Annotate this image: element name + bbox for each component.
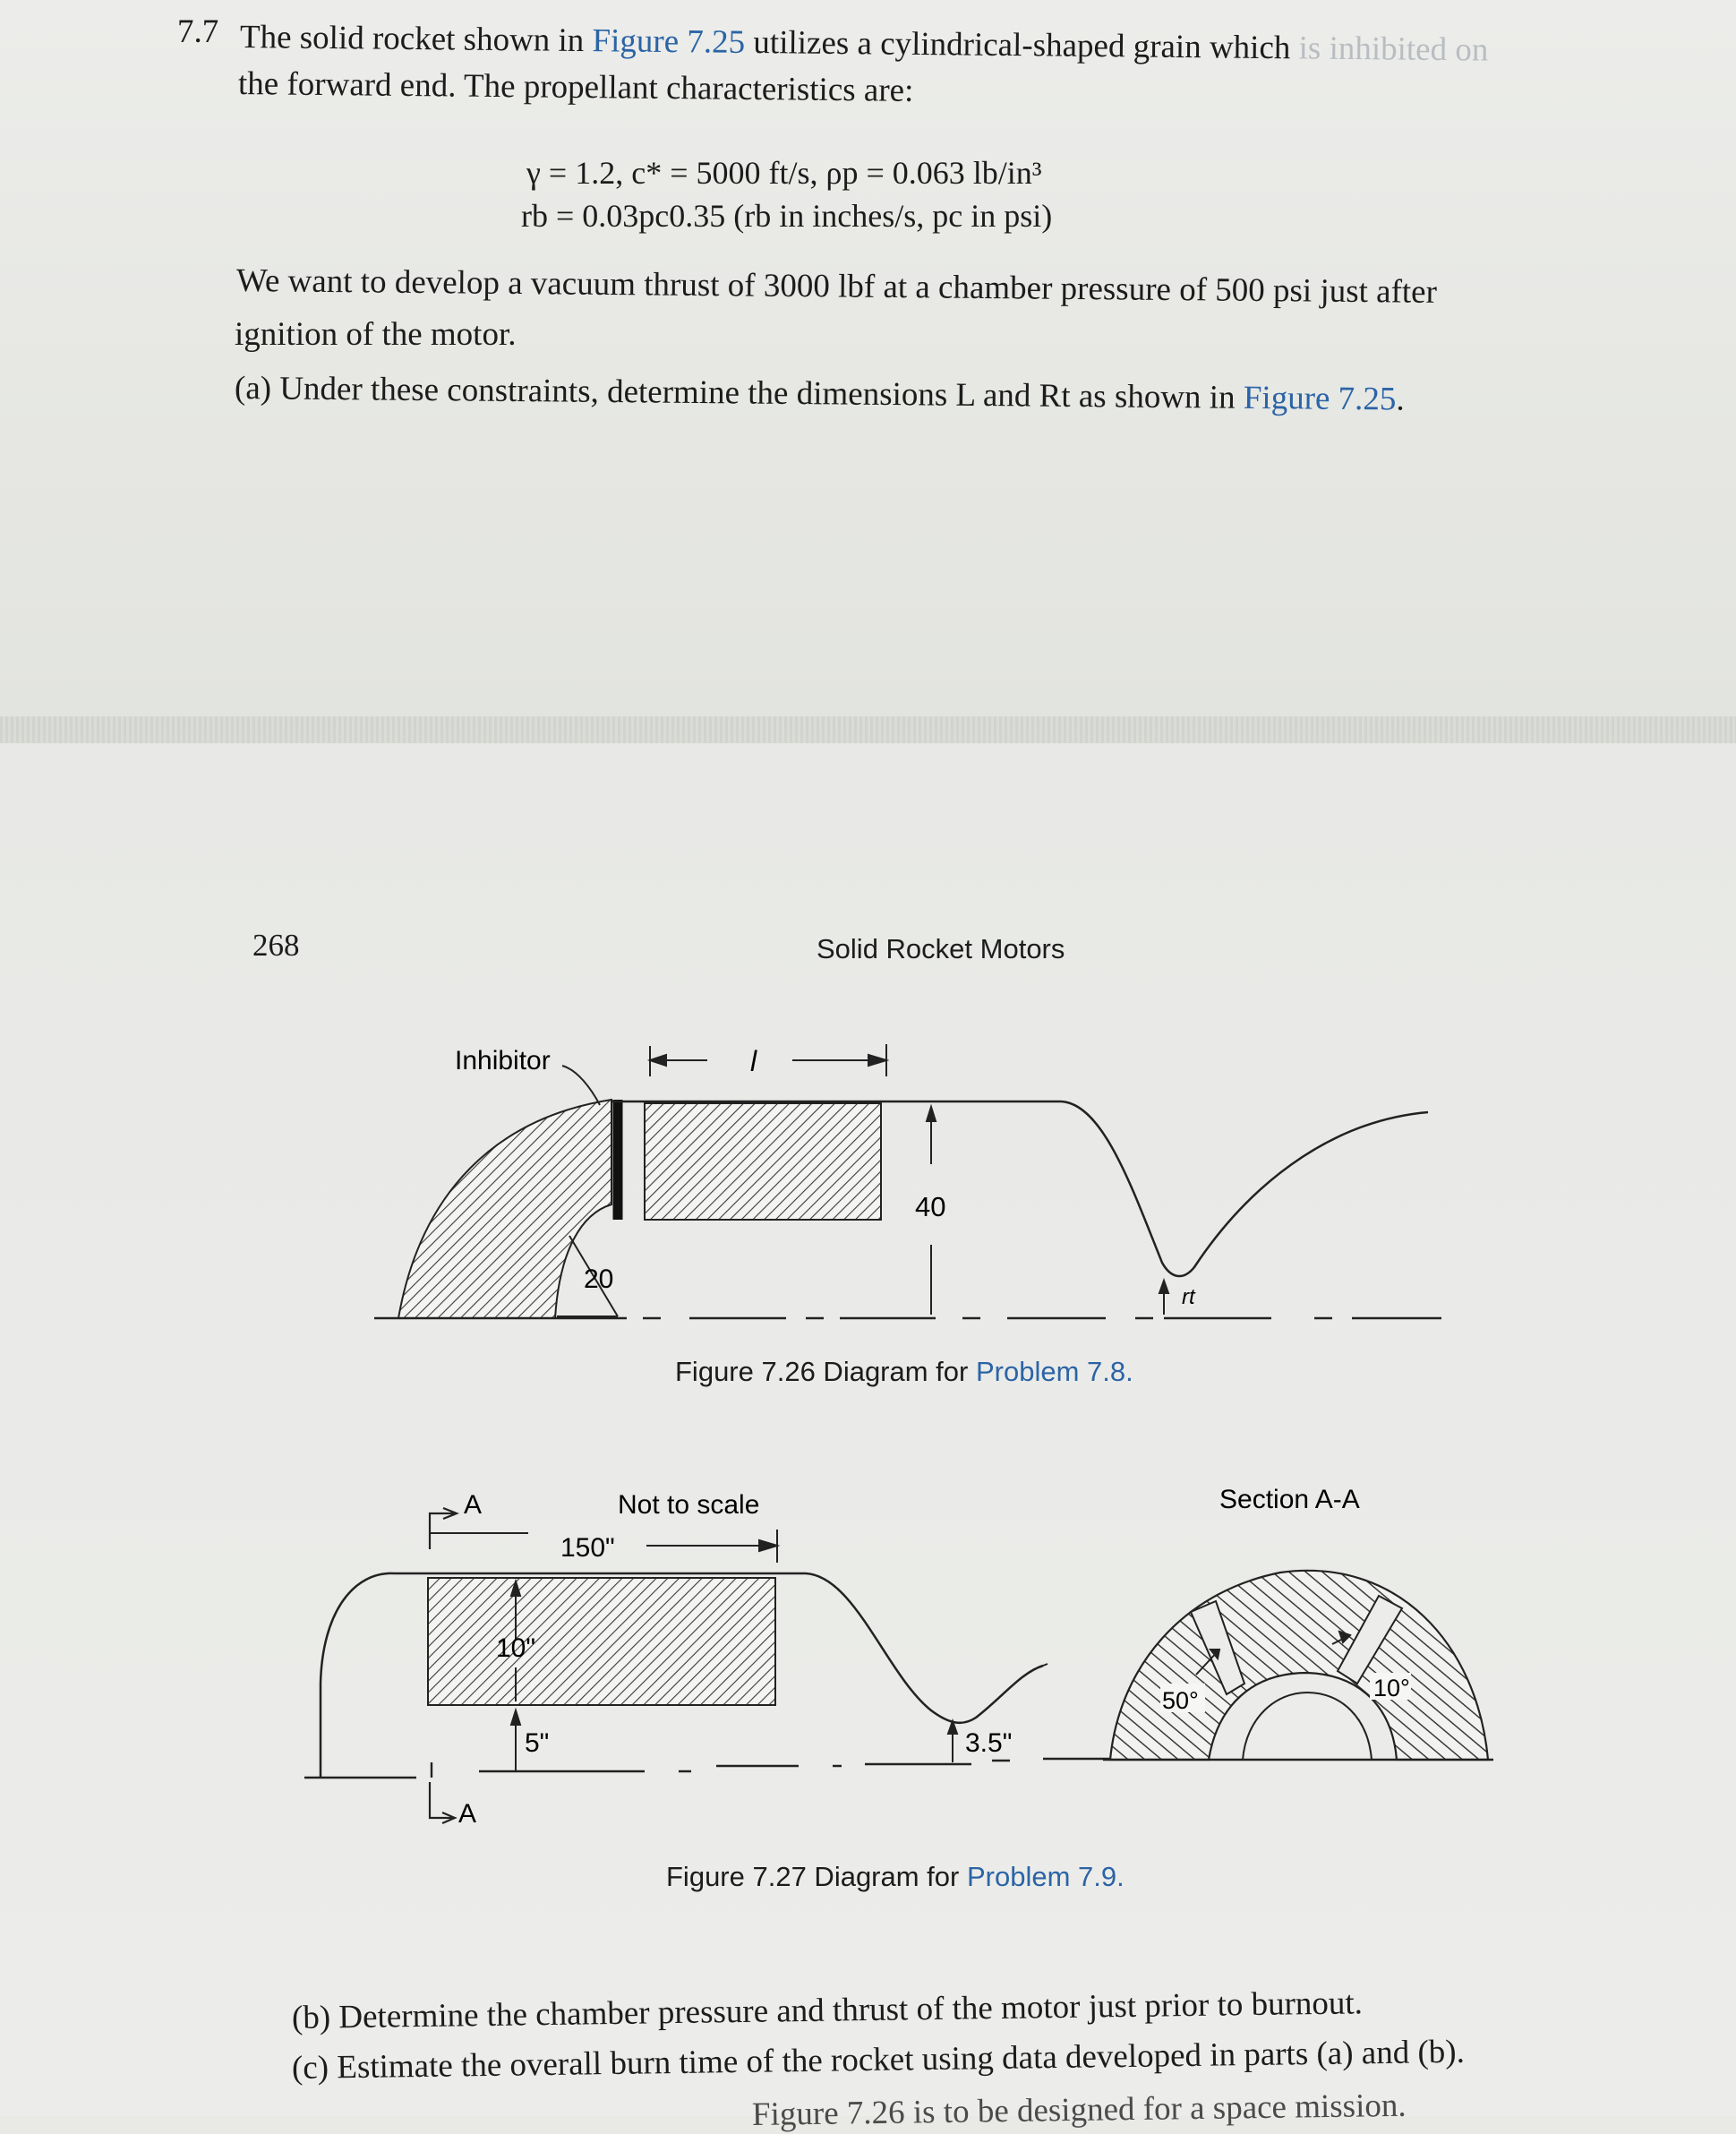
problem-line-1-text-b: utilizes a cylindrical-shaped grain which [744,23,1299,67]
figure-7-27-caption [666,1861,1125,1893]
fig726-inhibitor-label: Inhibitor [455,1046,551,1076]
figure-7-26-caption [675,1356,1133,1388]
fig726-40-arrow-up [927,1107,936,1164]
fig726-l-arrow-right [792,1055,886,1066]
paragraph-line-2: ignition of the motor. [235,316,517,353]
paragraph-line-1: We want to develop a vacuum thrust of 3000 lbf at a chamber pressure of 500 psi just after [235,262,1438,311]
part-a-text: (a) Under these constraints, determine the dimensions L and Rt as shown in [234,370,1244,416]
problem-7-9-link[interactable]: Problem 7.9. [966,1861,1125,1892]
figure-7-27 [304,1485,1493,1829]
fig726-l-arrow-left [650,1055,707,1066]
fig727-centerline [304,1759,1124,1778]
cut-off-line: Figure 7.26 is to be designed for a space mission. [751,2087,1407,2133]
fig727-nozzle-exit [1043,1664,1048,1666]
figure-7-27-caption-label: Figure 7.27 Diagram for [666,1861,967,1892]
fig726-grain-block [645,1103,881,1220]
fig727-10-label: 10" [496,1633,536,1663]
fig726-inhibitor-leader [562,1066,600,1105]
fig727-5-arrow-up [511,1710,520,1771]
fig727-section-inner-arc [1243,1693,1372,1760]
fig727-section-title: Section A-A [1219,1485,1360,1514]
part-a-period: . [1396,381,1405,418]
fig727-section-arrow-top [430,1508,457,1549]
fig726-dome-grain [398,1100,614,1318]
fig726-l-label: l [750,1045,757,1077]
page-number: 268 [252,928,300,963]
equation-2-text: rb = 0.03pc0.35 (rb in inches/s, pc in psi) [521,198,1053,234]
fig727-5-label: 5" [525,1728,550,1758]
fig727-35-arrow-up [948,1721,957,1762]
figure-7-26-caption-label: Figure 7.26 Diagram for [675,1356,976,1387]
problem-line-2: the forward end. The propellant characteristics are: [237,65,914,109]
fig727-grain-block [428,1578,775,1705]
fig727-section-a-bottom: A [458,1799,477,1829]
fig727-35-label: 3.5" [965,1728,1013,1758]
fig726-20-label: 20 [584,1264,614,1294]
equation-1-text: γ = 1.2, c* = 5000 ft/s, ρp = 0.063 lb/in³ [526,155,1042,191]
part-b: (b) Determine the chamber pressure and thrust of the motor just prior to burnout. [291,1984,1364,2036]
fig727-section-arrow-bottom [430,1782,455,1823]
figure-7-25-link[interactable]: Figure 7.25 [592,22,746,61]
fig726-40-label: 40 [915,1191,946,1222]
fig726-rt-arrow [1159,1281,1168,1315]
problem-line-1-faded: is inhibited on [1298,30,1489,69]
fig727-angle-50-label: 50° [1162,1687,1199,1714]
fig727-not-to-scale: Not to scale [618,1490,760,1520]
problem-7-8-link[interactable]: Problem 7.8. [975,1356,1133,1387]
fig727-150-label: 150" [560,1533,615,1563]
problem-line-1-text-a: The solid rocket shown in [239,19,593,60]
chapter-title: Solid Rocket Motors [817,933,1065,964]
figure-7-26 [374,1044,1441,1318]
part-a-figure-link[interactable]: Figure 7.25 [1243,379,1397,418]
fig727-angle-10-label: 10° [1373,1675,1410,1701]
fig727-section-a-top: A [464,1490,483,1520]
problem-number: 7.7 [177,13,219,50]
fig727-150-arrow [646,1540,777,1551]
part-c: (c) Estimate the overall burn time of the rocket using data developed in parts (a) and (b). [291,2033,1466,2087]
fig726-rt-label: rt [1182,1285,1195,1309]
